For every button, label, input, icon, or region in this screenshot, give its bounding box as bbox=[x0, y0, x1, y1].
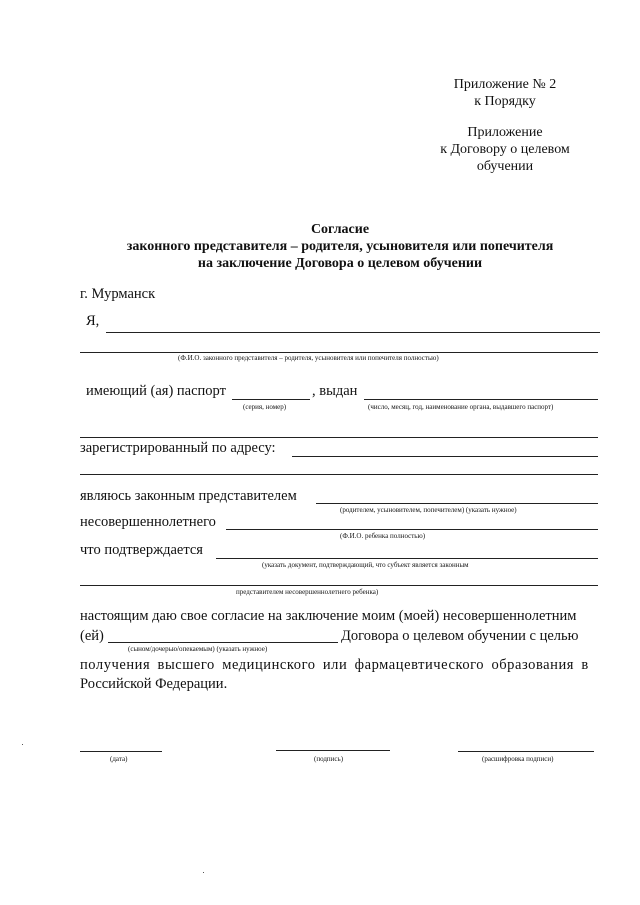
appendix-number: Приложение № 2 bbox=[453, 77, 557, 92]
date-line[interactable] bbox=[80, 751, 162, 752]
minor-hint: (Ф.И.О. ребенка полностью) bbox=[340, 532, 426, 540]
minor-line[interactable] bbox=[226, 529, 598, 530]
consent-child-line[interactable] bbox=[108, 642, 338, 643]
consent-line3: получения высшего медицинского или фармацевтического образования в bbox=[80, 657, 589, 673]
consent-line1: настоящим даю свое согласие на заключение моим (моей) несовершеннолетним bbox=[80, 608, 577, 624]
passport-label: имеющий (ая) паспорт bbox=[86, 383, 226, 399]
rep-hint: (родителем, усыновителем, попечителем) (указать нужное) bbox=[340, 506, 517, 514]
date-label: (дата) bbox=[110, 755, 128, 763]
consent-ei: (ей) bbox=[80, 628, 104, 644]
confirm-line[interactable] bbox=[216, 558, 598, 559]
confirm-hint-2: представителем несовершеннолетнего ребенка) bbox=[236, 588, 379, 596]
consent-line4: Российской Федерации. bbox=[80, 676, 228, 692]
consent-hint: (сыном/дочерью/опекаемым) (указать нужное) bbox=[128, 645, 268, 653]
stray-mark bbox=[22, 744, 23, 745]
minor-label: несовершеннолетнего bbox=[80, 514, 216, 530]
rep-label: являюсь законным представителем bbox=[80, 488, 297, 504]
address-label: зарегистрированный по адресу: bbox=[80, 440, 276, 456]
fio-hint: (Ф.И.О. законного представителя – родителя, усыновителя или попечителя полностью) bbox=[178, 354, 439, 362]
consent-contract: Договора о целевом обучении с целью bbox=[341, 628, 579, 644]
doc-title: Согласие bbox=[310, 222, 370, 237]
series-hint: (серия, номер) bbox=[243, 403, 287, 411]
signature-label: (подпись) bbox=[314, 755, 344, 763]
decoding-line[interactable] bbox=[458, 751, 594, 752]
appendix-order: к Порядку bbox=[474, 94, 536, 109]
decoding-label: (расшифровка подписи) bbox=[482, 755, 554, 763]
passport-number-line[interactable] bbox=[232, 399, 310, 400]
i-label: Я, bbox=[86, 313, 100, 329]
confirm-hint: (указать документ, подтверждающий, что субъект является законным bbox=[262, 561, 469, 569]
stray-mark bbox=[203, 872, 204, 873]
appendix-contract-line2: к Договору о целевом bbox=[440, 142, 570, 157]
doc-title-line3: на заключение Договора о целевом обучении bbox=[197, 256, 483, 271]
issued-hint: (число, месяц, год, наименование органа, выдавшего паспорт) bbox=[368, 403, 554, 411]
issued-label: , выдан bbox=[312, 383, 358, 399]
appendix-contract-line3: обучении bbox=[476, 159, 534, 174]
fio-line-2[interactable] bbox=[80, 352, 598, 353]
signature-line[interactable] bbox=[276, 750, 390, 751]
confirm-line-2[interactable] bbox=[80, 585, 598, 586]
issued-line[interactable] bbox=[364, 399, 598, 400]
address-line-2[interactable] bbox=[80, 474, 598, 475]
confirm-label: что подтверждается bbox=[80, 542, 203, 558]
doc-title-line2: законного представителя – родителя, усыновителя или попечителя bbox=[126, 239, 554, 254]
city: г. Мурманск bbox=[80, 286, 156, 302]
fio-line[interactable] bbox=[106, 332, 600, 333]
appendix-contract: Приложение bbox=[467, 125, 543, 140]
rep-line[interactable] bbox=[316, 503, 598, 504]
address-line[interactable] bbox=[292, 456, 598, 457]
issued-line-2[interactable] bbox=[80, 437, 598, 438]
